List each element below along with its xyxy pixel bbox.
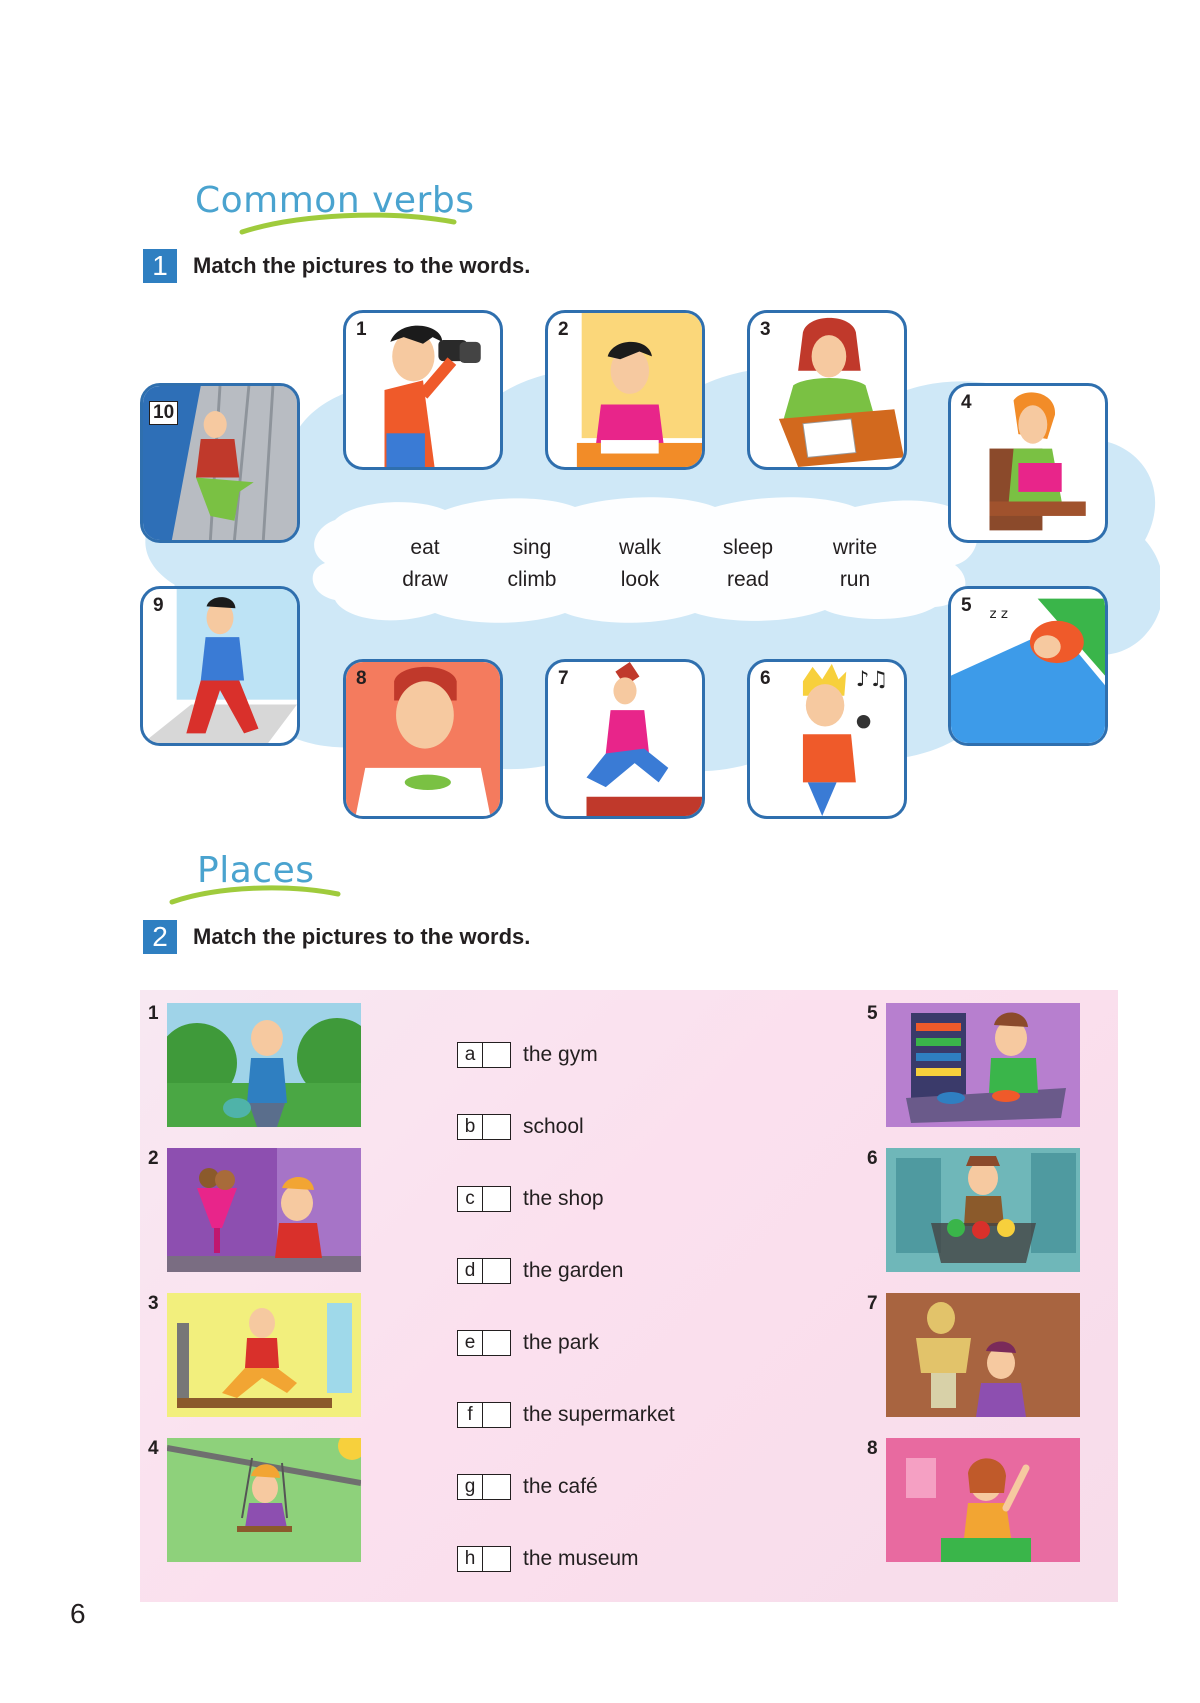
option-letter: g <box>457 1474 483 1500</box>
drawing-illustration <box>750 313 904 467</box>
answer-box[interactable] <box>483 1474 511 1500</box>
title-underline-swoosh <box>238 208 458 238</box>
exercise-1-instruction: Match the pictures to the words. <box>193 253 531 278</box>
verb-word: sing <box>512 536 552 559</box>
option-letter: f <box>457 1402 483 1428</box>
option-letter: c <box>457 1186 483 1212</box>
cafe-illustration <box>167 1148 361 1272</box>
verb-word: read <box>726 568 770 591</box>
option-e <box>457 1330 599 1356</box>
verb-word: write <box>832 536 878 559</box>
exercise-2-instruction: Match the pictures to the words. <box>193 924 531 949</box>
verb-picture-4 <box>948 383 1108 543</box>
gym-illustration <box>167 1293 361 1417</box>
answer-box[interactable] <box>483 1114 511 1140</box>
place-picture-6 <box>886 1148 1080 1272</box>
park-illustration <box>167 1438 361 1562</box>
place-number-6: 6 <box>867 1148 878 1169</box>
singing-illustration <box>750 662 904 816</box>
svg-text:♪♫: ♪♫ <box>855 666 889 692</box>
place-picture-8 <box>886 1438 1080 1562</box>
option-label: the museum <box>523 1547 639 1570</box>
jumping-illustration <box>548 662 702 816</box>
place-number-5: 5 <box>867 1003 878 1024</box>
page-number: 6 <box>70 1598 86 1629</box>
option-letter: h <box>457 1546 483 1572</box>
verb-picture-5 <box>948 586 1108 746</box>
verb-picture-3 <box>747 310 907 470</box>
answer-box[interactable] <box>483 1402 511 1428</box>
verb-picture-2 <box>545 310 705 470</box>
place-number-8: 8 <box>867 1438 878 1459</box>
verb-word: look <box>620 568 660 591</box>
supermarket-illustration <box>886 1148 1080 1272</box>
option-label: the garden <box>523 1259 624 1282</box>
option-label: the park <box>523 1331 599 1354</box>
picture-number: 2 <box>558 319 569 340</box>
option-label: the shop <box>523 1187 604 1210</box>
place-number-2: 2 <box>148 1148 159 1169</box>
place-picture-5 <box>886 1003 1080 1127</box>
exercise-1-badge: 1 <box>143 249 177 283</box>
picture-number: 7 <box>558 668 569 689</box>
answer-box[interactable] <box>483 1042 511 1068</box>
answer-box[interactable] <box>483 1186 511 1212</box>
verb-picture-8 <box>343 659 503 819</box>
option-d <box>457 1258 623 1284</box>
option-c <box>457 1186 604 1212</box>
place-number-7: 7 <box>867 1293 878 1314</box>
writing-illustration <box>548 313 702 467</box>
binoculars-illustration <box>346 313 500 467</box>
picture-number: 9 <box>153 595 164 616</box>
place-number-4: 4 <box>148 1438 159 1459</box>
sleeping-illustration <box>951 589 1105 743</box>
picture-number: 6 <box>760 668 771 689</box>
eating-illustration <box>346 662 500 816</box>
verb-picture-10 <box>140 383 300 543</box>
option-letter: d <box>457 1258 483 1284</box>
option-b <box>457 1114 584 1140</box>
place-picture-2 <box>167 1148 361 1272</box>
place-picture-3 <box>167 1293 361 1417</box>
verb-word: walk <box>618 536 661 559</box>
option-letter: e <box>457 1330 483 1356</box>
answer-box[interactable] <box>483 1330 511 1356</box>
picture-number: 1 <box>356 319 367 340</box>
verb-word: sleep <box>722 536 774 559</box>
title-underline-swoosh <box>168 880 343 908</box>
reading-illustration <box>951 386 1105 540</box>
option-label: the café <box>523 1475 598 1498</box>
verb-word: climb <box>507 568 557 591</box>
museum-illustration <box>886 1293 1080 1417</box>
picture-number: 3 <box>760 319 771 340</box>
answer-box[interactable] <box>483 1258 511 1284</box>
option-letter: a <box>457 1042 483 1068</box>
exercise-2-badge: 2 <box>143 920 177 954</box>
svg-text:z z: z z <box>989 605 1008 622</box>
option-label: the gym <box>523 1043 598 1066</box>
place-number-3: 3 <box>148 1293 159 1314</box>
verb-word: run <box>839 568 871 591</box>
verb-picture-6 <box>747 659 907 819</box>
answer-box[interactable] <box>483 1546 511 1572</box>
picture-number: 5 <box>961 595 972 616</box>
place-number-1: 1 <box>148 1003 159 1024</box>
picture-number: 8 <box>356 668 367 689</box>
option-label: the supermarket <box>523 1403 675 1426</box>
place-picture-7 <box>886 1293 1080 1417</box>
picture-number: 4 <box>961 392 972 413</box>
place-picture-4 <box>167 1438 361 1562</box>
shop-illustration <box>886 1003 1080 1127</box>
verb-word: draw <box>402 568 448 591</box>
verb-picture-1 <box>343 310 503 470</box>
walking-illustration <box>143 589 297 743</box>
option-g <box>457 1474 598 1500</box>
option-a <box>457 1042 598 1068</box>
section-title-places: Places <box>197 850 315 891</box>
option-f <box>457 1402 675 1428</box>
garden-illustration <box>167 1003 361 1127</box>
option-h <box>457 1546 639 1572</box>
picture-number: 10 <box>149 401 178 425</box>
verb-word: eat <box>410 536 440 559</box>
place-picture-1 <box>167 1003 361 1127</box>
section-title-common-verbs: Common verbs <box>195 180 475 221</box>
verb-picture-7 <box>545 659 705 819</box>
school-illustration <box>886 1438 1080 1562</box>
option-label: school <box>523 1115 584 1138</box>
verb-picture-9 <box>140 586 300 746</box>
option-letter: b <box>457 1114 483 1140</box>
